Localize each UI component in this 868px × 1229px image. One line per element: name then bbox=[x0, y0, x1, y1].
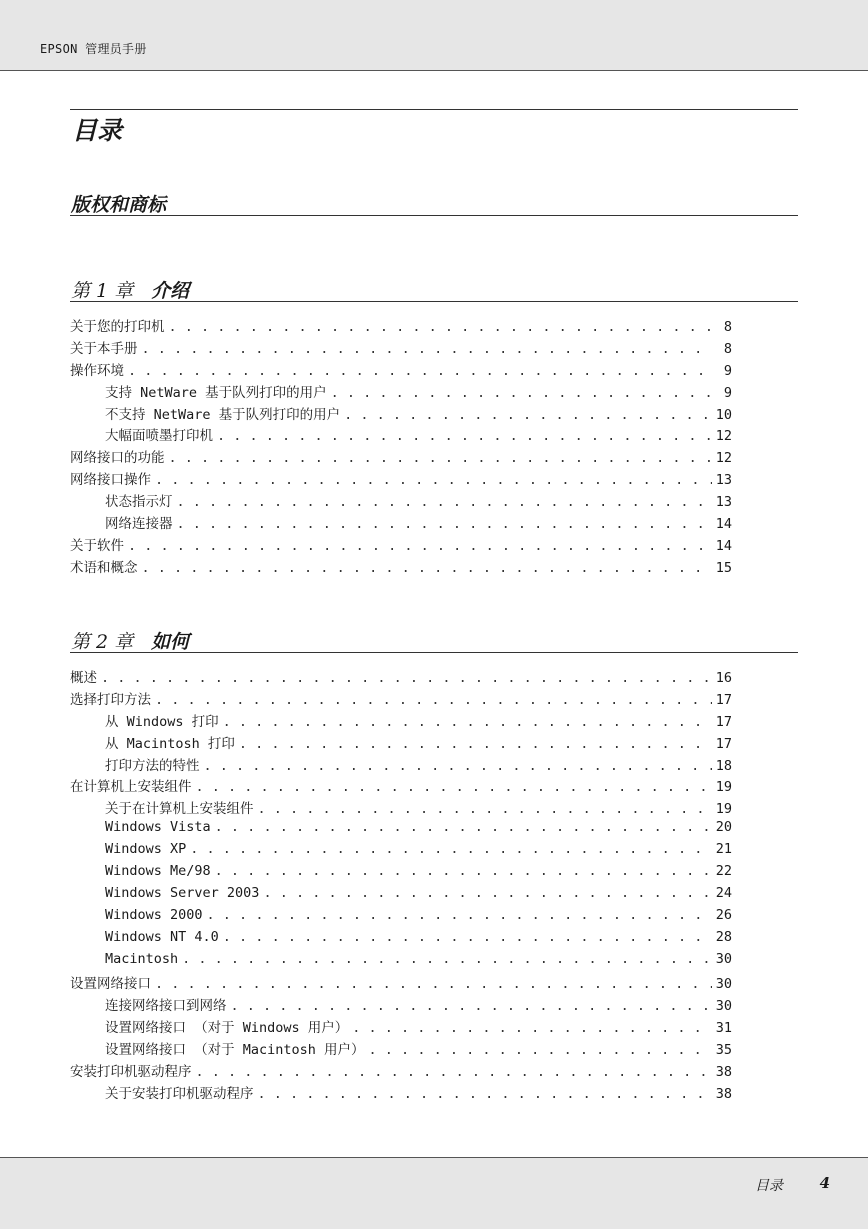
toc-dot-leader bbox=[169, 319, 713, 335]
toc-entry[interactable] bbox=[70, 403, 732, 425]
toc-entry-label: 关于您的打印机 bbox=[70, 319, 165, 335]
toc-entry[interactable] bbox=[70, 775, 732, 797]
toc-dot-leader bbox=[190, 841, 712, 857]
toc-dot-leader bbox=[142, 341, 713, 357]
toc-entry-label: Windows Me/98 bbox=[105, 863, 211, 880]
toc-entry-page: 14 bbox=[715, 516, 732, 533]
toc-entry[interactable] bbox=[70, 315, 732, 337]
toc-entry-label: 网络接口的功能 bbox=[70, 450, 165, 467]
toc-dot-leader bbox=[223, 929, 712, 945]
toc-dot-leader bbox=[369, 1042, 712, 1058]
toc-entry-label: 设置网络接口 （对于 Macintosh 用户） bbox=[105, 1042, 365, 1059]
toc-entry-page: 18 bbox=[715, 757, 732, 774]
toc-dot-leader bbox=[223, 714, 712, 730]
chapter-number: 第 1 章 bbox=[71, 280, 134, 302]
toc-entry[interactable] bbox=[70, 797, 732, 819]
toc-entry-page: 26 bbox=[715, 906, 732, 923]
toc-entry-page: 21 bbox=[715, 841, 732, 858]
page-footer bbox=[0, 1157, 868, 1229]
chapter-name: 介绍 bbox=[151, 280, 190, 302]
toc-entry-label: 网络接口操作 bbox=[70, 472, 151, 489]
toc-dot-leader bbox=[177, 516, 713, 532]
page-title: 目录 bbox=[72, 116, 123, 145]
toc-entry[interactable] bbox=[70, 994, 732, 1016]
chapter-name: 如何 bbox=[151, 631, 190, 653]
toc-entry-label: 从 Macintosh 打印 bbox=[105, 735, 235, 752]
toc-dot-leader bbox=[344, 407, 712, 423]
toc-dot-leader bbox=[155, 692, 712, 708]
toc-entry-label: 操作环境 bbox=[70, 362, 124, 379]
toc-entry-page: 35 bbox=[715, 1042, 732, 1059]
toc-entry[interactable] bbox=[70, 863, 732, 885]
toc-entry[interactable] bbox=[70, 885, 732, 907]
toc-dot-leader bbox=[258, 801, 713, 817]
toc-entry-page: 17 bbox=[715, 735, 732, 752]
toc-entry[interactable] bbox=[70, 710, 732, 732]
toc-dot-leader bbox=[215, 863, 712, 879]
toc-dot-leader bbox=[128, 363, 712, 379]
toc-entry[interactable] bbox=[70, 972, 732, 994]
toc-chapter-1 bbox=[70, 315, 732, 578]
toc-entry-page: 22 bbox=[715, 863, 732, 880]
toc-entry[interactable] bbox=[70, 381, 732, 403]
toc-entry-page: 28 bbox=[715, 928, 732, 945]
toc-entry-label: 设置网络接口 bbox=[70, 976, 151, 993]
toc-entry[interactable] bbox=[70, 468, 732, 490]
toc-entry-page: 9 bbox=[723, 362, 732, 379]
toc-entry-page: 13 bbox=[715, 494, 732, 511]
toc-entry-page: 8 bbox=[723, 340, 732, 357]
toc-entry[interactable] bbox=[70, 666, 732, 688]
toc-entry[interactable] bbox=[70, 446, 732, 468]
toc-entry[interactable] bbox=[70, 688, 732, 710]
toc-entry-label: 从 Windows 打印 bbox=[105, 713, 219, 730]
toc-entry-page: 19 bbox=[715, 801, 732, 818]
toc-entry[interactable] bbox=[70, 1082, 732, 1104]
toc-entry-label: 概述 bbox=[70, 670, 97, 686]
toc-entry-label: Windows 2000 bbox=[105, 906, 203, 923]
toc-entry-label: 安装打印机驱动程序 bbox=[70, 1064, 192, 1081]
toc-dot-leader bbox=[207, 907, 712, 923]
toc-entry[interactable] bbox=[70, 424, 732, 446]
toc-entry-label: 关于软件 bbox=[70, 537, 124, 554]
toc-entry-page: 12 bbox=[715, 428, 732, 445]
toc-dot-leader bbox=[239, 736, 712, 752]
toc-entry[interactable] bbox=[70, 1060, 732, 1082]
toc-entry-label: Macintosh bbox=[105, 950, 179, 967]
toc-entry[interactable] bbox=[70, 512, 732, 534]
toc-entry-page: 10 bbox=[715, 406, 732, 423]
toc-entry-label: Windows NT 4.0 bbox=[105, 928, 219, 945]
toc-entry-page: 17 bbox=[715, 713, 732, 730]
toc-dot-leader bbox=[169, 450, 713, 466]
toc-entry[interactable] bbox=[70, 732, 732, 754]
toc-entry[interactable] bbox=[70, 534, 732, 556]
toc-entry-page: 14 bbox=[715, 537, 732, 554]
toc-dot-leader bbox=[217, 428, 712, 444]
toc-entry-label: 术语和概念 bbox=[70, 559, 138, 576]
toc-entry-page: 9 bbox=[723, 384, 732, 401]
title-rule bbox=[70, 109, 798, 110]
toc-entry-page: 30 bbox=[715, 950, 732, 967]
toc-dot-leader bbox=[128, 538, 712, 554]
toc-entry-page: 20 bbox=[715, 819, 732, 836]
toc-entry-page: 13 bbox=[715, 472, 732, 489]
toc-entry[interactable] bbox=[70, 929, 732, 951]
toc-dot-leader bbox=[196, 779, 713, 795]
toc-chapter-2 bbox=[70, 666, 732, 1104]
toc-entry-page: 30 bbox=[715, 998, 732, 1015]
toc-entry-label: 选择打印方法 bbox=[70, 691, 151, 708]
toc-dot-leader bbox=[352, 1020, 712, 1036]
toc-entry-page: 12 bbox=[715, 450, 732, 467]
toc-dot-leader bbox=[263, 885, 712, 901]
chapter-number: 第 2 章 bbox=[71, 631, 134, 653]
copyright-section-link[interactable]: 版权和商标 bbox=[71, 194, 167, 216]
chapter-rule bbox=[70, 301, 798, 302]
toc-entry[interactable] bbox=[70, 754, 732, 776]
toc-dot-leader bbox=[182, 951, 712, 967]
toc-entry-label: 支持 NetWare 基于队列打印的用户 bbox=[105, 384, 327, 401]
toc-entry-page: 8 bbox=[723, 319, 732, 335]
toc-entry[interactable] bbox=[70, 819, 732, 841]
toc-entry-label: 大幅面喷墨打印机 bbox=[105, 428, 213, 445]
toc-entry[interactable] bbox=[70, 1016, 732, 1038]
toc-entry[interactable] bbox=[70, 907, 732, 929]
toc-entry-page: 31 bbox=[715, 1020, 732, 1037]
toc-entry-label: Windows XP bbox=[105, 841, 187, 858]
toc-dot-leader bbox=[196, 1064, 713, 1080]
toc-entry-page: 16 bbox=[715, 670, 732, 686]
page-number: 4 bbox=[819, 1174, 830, 1192]
toc-entry-label: Windows Server 2003 bbox=[105, 884, 260, 901]
chapter-rule bbox=[70, 652, 798, 653]
toc-entry-label: 不支持 NetWare 基于队列打印的用户 bbox=[105, 406, 341, 423]
toc-entry-label: 关于本手册 bbox=[70, 340, 138, 357]
page-header bbox=[0, 0, 868, 71]
toc-entry-label: 在计算机上安装组件 bbox=[70, 779, 192, 796]
toc-dot-leader bbox=[155, 472, 712, 488]
toc-entry[interactable] bbox=[70, 490, 732, 512]
toc-entry[interactable] bbox=[70, 1038, 732, 1060]
toc-entry-label: 关于在计算机上安装组件 bbox=[105, 801, 254, 818]
toc-entry[interactable] bbox=[70, 556, 732, 578]
toc-dot-leader bbox=[231, 998, 713, 1014]
toc-dot-leader bbox=[204, 758, 713, 774]
toc-entry[interactable] bbox=[70, 359, 732, 381]
toc-entry-label: 设置网络接口 （对于 Windows 用户） bbox=[105, 1020, 349, 1037]
toc-entry-label: 网络连接器 bbox=[105, 516, 173, 533]
toc-dot-leader bbox=[155, 976, 712, 992]
toc-dot-leader bbox=[331, 385, 712, 401]
toc-entry[interactable] bbox=[70, 337, 732, 359]
chapter-1-heading[interactable] bbox=[71, 276, 189, 303]
toc-entry-page: 24 bbox=[715, 884, 732, 901]
toc-dot-leader bbox=[101, 670, 712, 686]
footer-section-label: 目录 bbox=[755, 1178, 783, 1194]
toc-entry[interactable] bbox=[70, 841, 732, 863]
toc-dot-leader bbox=[215, 819, 712, 835]
toc-dot-leader bbox=[258, 1086, 713, 1102]
toc-dot-leader bbox=[142, 560, 713, 576]
chapter-2-heading[interactable] bbox=[71, 627, 189, 654]
toc-entry[interactable] bbox=[70, 951, 732, 973]
header-title: EPSON 管理员手册 bbox=[40, 42, 147, 56]
toc-entry-label: Windows Vista bbox=[105, 819, 211, 836]
toc-dot-leader bbox=[177, 494, 713, 510]
toc-entry-page: 19 bbox=[715, 779, 732, 796]
toc-entry-page: 17 bbox=[715, 691, 732, 708]
toc-entry-page: 30 bbox=[715, 976, 732, 993]
section-rule bbox=[70, 215, 798, 216]
toc-entry-page: 15 bbox=[715, 559, 732, 576]
toc-entry-page: 38 bbox=[715, 1064, 732, 1081]
toc-entry-label: 连接网络接口到网络 bbox=[105, 998, 227, 1015]
toc-entry-label: 关于安装打印机驱动程序 bbox=[105, 1085, 254, 1102]
toc-entry-label: 状态指示灯 bbox=[105, 494, 173, 511]
toc-entry-label: 打印方法的特性 bbox=[105, 757, 200, 774]
toc-entry-page: 38 bbox=[715, 1085, 732, 1102]
